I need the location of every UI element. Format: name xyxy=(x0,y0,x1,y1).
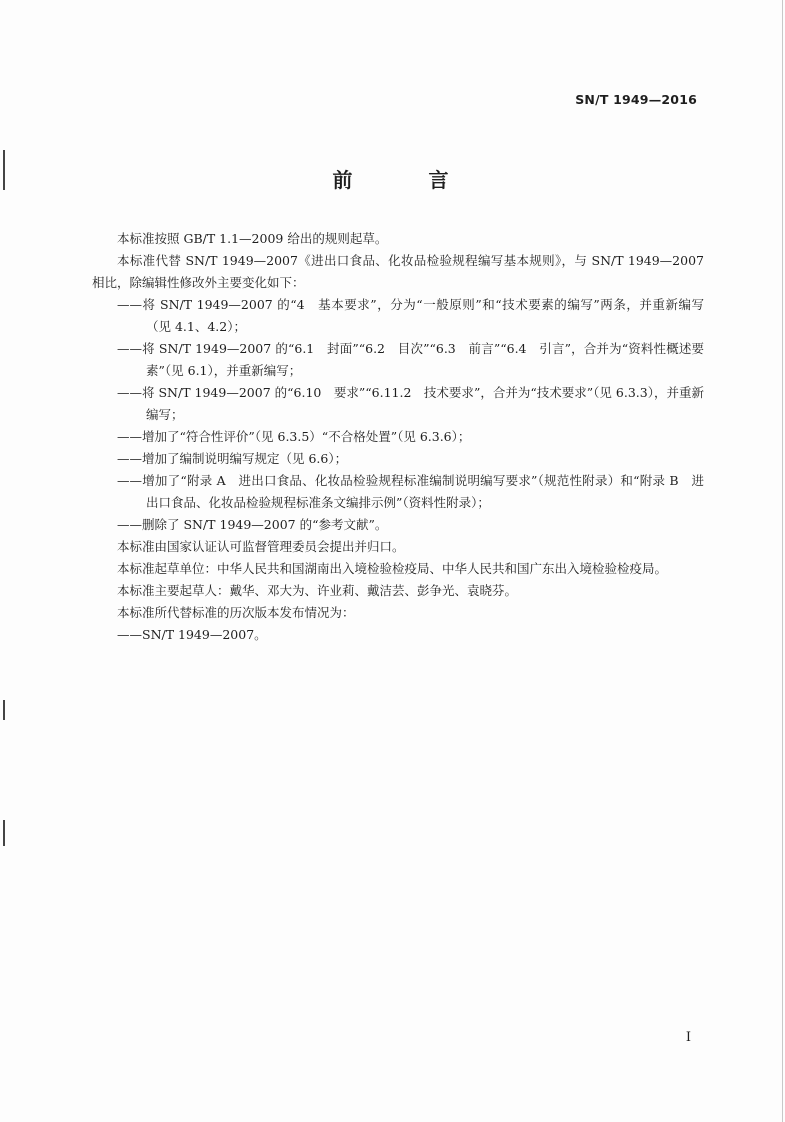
history-item: ——SN/T 1949—2007。 xyxy=(117,627,267,642)
foreword-body xyxy=(92,228,704,646)
paragraph-drafters: 本标准主要起草人：戴华、邓大为、许业莉、戴洁芸、彭争光、袁晓芬。 xyxy=(117,583,518,598)
change-item: ——将 SN/T 1949—2007 的“6.10 要求”“6.11.2 技术要求”，合并为“技术要求”（见 6.3.3），并重新编写； xyxy=(117,385,704,422)
paragraph-proposer: 本标准由国家认证认可监督管理委员会提出并归口。 xyxy=(117,539,405,554)
scan-edge-mark xyxy=(3,700,5,720)
paragraph-replacement: 本标准代替 SN/T 1949—2007《进出口食品、化妆品检验规程编写基本规则》，与 SN/T 1949—2007 相比，除编辑性修改外主要变化如下： xyxy=(92,253,704,290)
page-title: 前 言 xyxy=(332,168,477,192)
change-item: ——将 SN/T 1949—2007 的“6.1 封面”“6.2 目次”“6.3 前言”“6.4 引言”，合并为“资料性概述要素”（见 6.1），并重新编写； xyxy=(117,341,704,378)
paragraph-history-intro: 本标准所代替标准的历次版本发布情况为： xyxy=(117,605,355,620)
change-item: ——删除了 SN/T 1949—2007 的“参考文献”。 xyxy=(117,517,388,532)
paragraph-drafting-rules: 本标准按照 GB/T 1.1—2009 给出的规则起草。 xyxy=(117,231,388,246)
standard-code: SN/T 1949—2016 xyxy=(575,92,697,107)
change-item: ——增加了“附录 A 进出口食品、化妆品检验规程标准编制说明编写要求”（规范性附录）和“附录 B 进出口食品、化妆品检验规程标准条文编排示例”（资料性附录）； xyxy=(117,473,704,510)
page-number: I xyxy=(685,1030,691,1045)
change-item: ——将 SN/T 1949—2007 的“4 基本要求”，分为“一般原则”和“技术要素的编写”两条，并重新编写（见 4.1、4.2）； xyxy=(117,297,704,334)
paragraph-drafting-units: 本标准起草单位：中华人民共和国湖南出入境检验检疫局、中华人民共和国广东出入境检验检疫局。 xyxy=(117,561,668,576)
change-item: ——增加了“符合性评价”（见 6.3.5）“不合格处置”（见 6.3.6）； xyxy=(117,429,471,444)
scan-edge-mark xyxy=(3,820,5,846)
change-item: ——增加了编制说明编写规定（见 6.6）； xyxy=(117,451,348,466)
